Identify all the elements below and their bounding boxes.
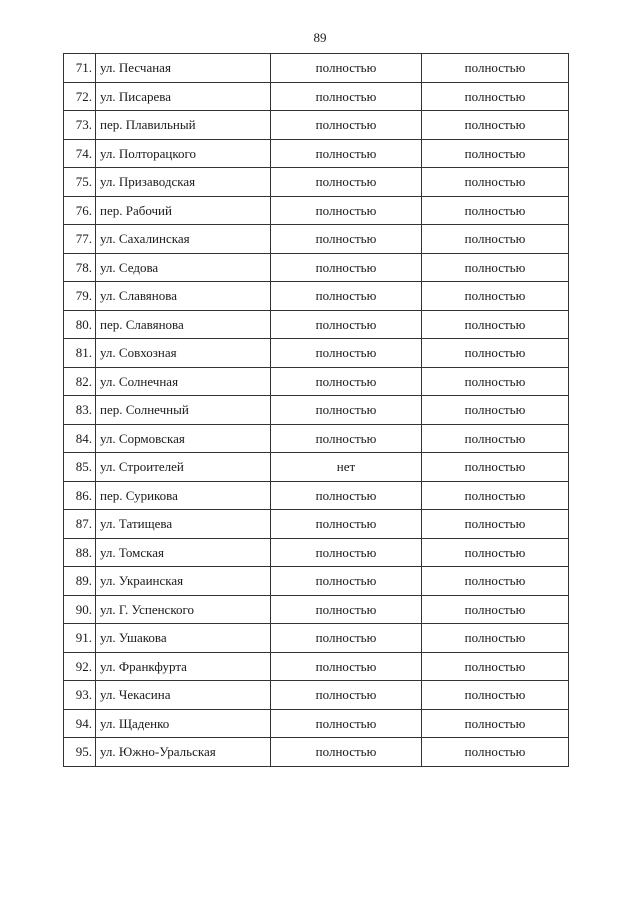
page-number: 89 [313,30,327,45]
status-cell-2: полностью [422,624,569,653]
table-row [64,709,569,738]
streets-table [63,53,569,767]
table-row [64,738,569,767]
table-row [64,595,569,624]
status-cell-1: полностью [271,652,422,681]
row-number: 84. [64,424,96,453]
street-name: ул. Славянова [96,282,271,311]
row-number: 81. [64,339,96,368]
row-number: 72. [64,82,96,111]
status-cell-1: полностью [271,339,422,368]
table-row [64,567,569,596]
status-cell-2: полностью [422,453,569,482]
street-name: пер. Солнечный [96,396,271,425]
table-row [64,168,569,197]
street-name: ул. Татищева [96,510,271,539]
status-cell-1: полностью [271,538,422,567]
status-cell-2: полностью [422,282,569,311]
status-cell-2: полностью [422,396,569,425]
status-cell-1: полностью [271,624,422,653]
table-row [64,367,569,396]
table-row [64,652,569,681]
status-cell-1: полностью [271,54,422,83]
status-cell-1: полностью [271,139,422,168]
row-number: 76. [64,196,96,225]
status-cell-1: полностью [271,282,422,311]
table-row [64,111,569,140]
status-cell-1: полностью [271,196,422,225]
status-cell-1: полностью [271,111,422,140]
status-cell-1: полностью [271,82,422,111]
status-cell-2: полностью [422,510,569,539]
table-row [64,481,569,510]
row-number: 74. [64,139,96,168]
table-row [64,225,569,254]
table-row [64,538,569,567]
status-cell-1: полностью [271,738,422,767]
street-name: ул. Чекасина [96,681,271,710]
row-number: 71. [64,54,96,83]
status-cell-2: полностью [422,253,569,282]
status-cell-1: полностью [271,595,422,624]
row-number: 89. [64,567,96,596]
street-name: ул. Украинская [96,567,271,596]
status-cell-1: полностью [271,424,422,453]
row-number: 88. [64,538,96,567]
street-name: ул. Сормовская [96,424,271,453]
row-number: 93. [64,681,96,710]
status-cell-2: полностью [422,652,569,681]
street-name: ул. Призаводская [96,168,271,197]
street-name: пер. Славянова [96,310,271,339]
status-cell-2: полностью [422,595,569,624]
street-name: пер. Рабочий [96,196,271,225]
row-number: 82. [64,367,96,396]
status-cell-2: полностью [422,310,569,339]
status-cell-1: полностью [271,567,422,596]
row-number: 85. [64,453,96,482]
table-row [64,82,569,111]
table-row [64,196,569,225]
status-cell-2: полностью [422,82,569,111]
row-number: 91. [64,624,96,653]
status-cell-2: полностью [422,168,569,197]
street-name: ул. Песчаная [96,54,271,83]
row-number: 73. [64,111,96,140]
row-number: 87. [64,510,96,539]
street-name: ул. Щаденко [96,709,271,738]
status-cell-1: полностью [271,367,422,396]
status-cell-1: полностью [271,310,422,339]
street-name: ул. Ушакова [96,624,271,653]
status-cell-2: полностью [422,538,569,567]
street-name: пер. Плавильный [96,111,271,140]
row-number: 90. [64,595,96,624]
table-row [64,510,569,539]
table-row [64,339,569,368]
status-cell-1: полностью [271,510,422,539]
status-cell-2: полностью [422,424,569,453]
row-number: 95. [64,738,96,767]
table-row [64,453,569,482]
status-cell-2: полностью [422,196,569,225]
status-cell-1: полностью [271,225,422,254]
status-cell-2: полностью [422,111,569,140]
row-number: 92. [64,652,96,681]
status-cell-2: полностью [422,139,569,168]
status-cell-1: полностью [271,396,422,425]
row-number: 75. [64,168,96,197]
status-cell-2: полностью [422,225,569,254]
row-number: 79. [64,282,96,311]
row-number: 77. [64,225,96,254]
status-cell-1: полностью [271,253,422,282]
status-cell-2: полностью [422,709,569,738]
row-number: 94. [64,709,96,738]
table-row [64,624,569,653]
table-body [64,54,569,767]
status-cell-1: полностью [271,481,422,510]
row-number: 78. [64,253,96,282]
street-name: ул. Томская [96,538,271,567]
table-row [64,282,569,311]
street-name: ул. Строителей [96,453,271,482]
table-row [64,253,569,282]
row-number: 83. [64,396,96,425]
status-cell-2: полностью [422,367,569,396]
street-name: ул. Сахалинская [96,225,271,254]
street-name: ул. Полторацкого [96,139,271,168]
street-name: ул. Южно-Уральская [96,738,271,767]
street-name: ул. Седова [96,253,271,282]
status-cell-1: полностью [271,168,422,197]
status-cell-1: нет [271,453,422,482]
street-name: ул. Г. Успенского [96,595,271,624]
status-cell-2: полностью [422,681,569,710]
table-row [64,396,569,425]
status-cell-2: полностью [422,567,569,596]
status-cell-2: полностью [422,738,569,767]
status-cell-1: полностью [271,709,422,738]
table-row [64,681,569,710]
street-name: ул. Писарева [96,82,271,111]
street-name: ул. Совхозная [96,339,271,368]
status-cell-2: полностью [422,339,569,368]
row-number: 80. [64,310,96,339]
status-cell-1: полностью [271,681,422,710]
table-row [64,424,569,453]
table-row [64,139,569,168]
table-row [64,310,569,339]
status-cell-2: полностью [422,481,569,510]
street-name: пер. Сурикова [96,481,271,510]
row-number: 86. [64,481,96,510]
street-name: ул. Франкфурта [96,652,271,681]
status-cell-2: полностью [422,54,569,83]
street-name: ул. Солнечная [96,367,271,396]
table-row [64,54,569,83]
